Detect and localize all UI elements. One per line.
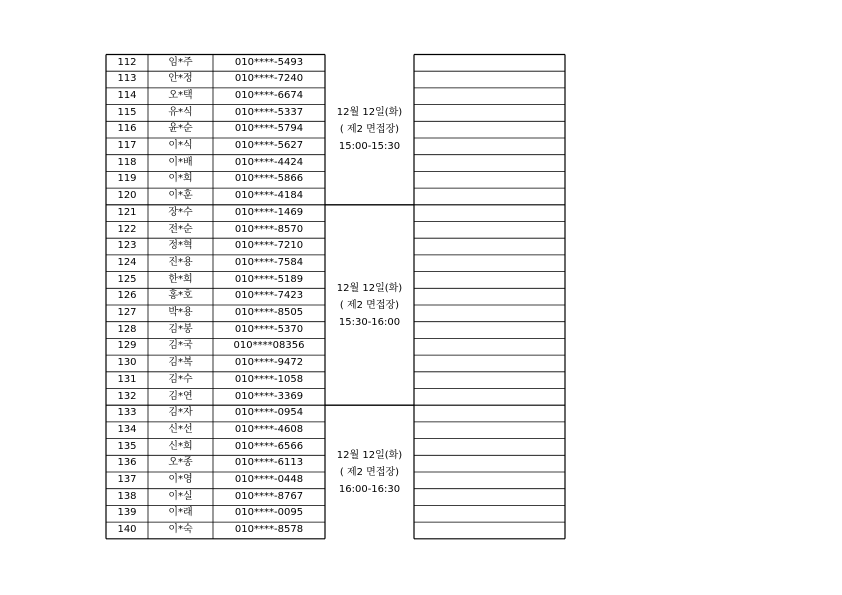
applicant-name: 유*식 — [168, 106, 193, 118]
row-number: 136 — [117, 457, 137, 469]
table-row — [106, 455, 325, 472]
table-row — [106, 389, 325, 406]
table-row — [106, 205, 325, 222]
table-row — [106, 155, 325, 172]
time-slot-label — [325, 104, 414, 155]
applicant-name: 홍*호 — [168, 290, 193, 302]
phone-number: 010****-5794 — [234, 123, 304, 135]
slot-time: 16:00-16:30 — [338, 483, 401, 495]
row-number: 121 — [117, 206, 137, 218]
phone-number: 010****-0954 — [234, 407, 304, 419]
phone-number: 010****-5627 — [234, 140, 304, 151]
table-row — [106, 88, 325, 105]
phone-number: 010****-8505 — [234, 307, 304, 318]
phone-number: 010****-1469 — [234, 206, 304, 218]
table-row — [106, 272, 325, 289]
row-number: 120 — [117, 190, 137, 202]
phone-number: 010****-6566 — [234, 440, 304, 452]
row-number: 123 — [117, 240, 137, 252]
applicant-name: 한*희 — [168, 273, 193, 285]
applicant-name: 이*훈 — [168, 190, 193, 202]
phone-number: 010****-7210 — [234, 240, 304, 252]
slot-room: ( 제2 면접장) — [339, 124, 400, 136]
row-number: 133 — [117, 407, 137, 419]
table-row — [106, 472, 325, 489]
applicant-name: 박*용 — [168, 307, 193, 318]
table-row — [106, 505, 325, 522]
applicant-name: 이*영 — [168, 474, 193, 485]
table-row — [106, 105, 325, 122]
applicant-name: 김*봉 — [168, 323, 193, 335]
row-number: 139 — [117, 507, 137, 519]
applicant-name: 이*숙 — [168, 524, 193, 536]
time-slot-label — [325, 447, 414, 498]
row-number: 131 — [117, 373, 137, 385]
row-number: 115 — [117, 106, 137, 118]
table-row — [106, 372, 325, 389]
table-row — [106, 238, 325, 255]
table-row — [106, 439, 325, 456]
row-number: 135 — [117, 440, 137, 452]
applicant-name: 안*정 — [168, 73, 193, 85]
applicant-name: 김*자 — [168, 407, 193, 419]
phone-number: 010****08356 — [233, 340, 305, 352]
table-row — [106, 188, 325, 205]
row-number: 125 — [117, 273, 137, 285]
table-row — [106, 171, 325, 188]
row-number: 132 — [117, 390, 137, 402]
row-number: 134 — [117, 423, 137, 435]
applicant-name: 김*연 — [168, 390, 193, 402]
phone-number: 010****-1058 — [234, 373, 304, 385]
phone-number: 010****-0095 — [234, 507, 304, 519]
slot-room: ( 제2 면접장) — [339, 466, 400, 478]
table-row — [106, 422, 325, 439]
table-row — [106, 489, 325, 506]
phone-number: 010****-5493 — [234, 56, 304, 68]
phone-number: 010****-7240 — [234, 73, 304, 85]
slot-time: 15:00-15:30 — [338, 141, 401, 153]
slot-room: ( 제2 면접장) — [339, 299, 400, 311]
phone-number: 010****-7423 — [234, 290, 304, 302]
row-number: 130 — [117, 357, 137, 369]
phone-number: 010****-8578 — [234, 524, 304, 536]
applicant-name: 이*래 — [168, 507, 193, 519]
applicant-name: 김*복 — [168, 357, 193, 369]
phone-number: 010****-4608 — [234, 423, 304, 435]
phone-number: 010****-8767 — [234, 490, 304, 502]
applicant-name: 진*용 — [168, 256, 193, 268]
table-row — [106, 55, 325, 72]
phone-number: 010****-6113 — [234, 457, 304, 469]
applicant-name: 김*국 — [168, 340, 193, 352]
row-number: 122 — [117, 223, 137, 235]
slot-date: 12월 12일(화) — [336, 449, 403, 461]
table-row — [106, 138, 325, 155]
table-row — [106, 522, 325, 539]
applicant-name: 이*희 — [168, 173, 193, 185]
row-number: 116 — [117, 123, 137, 135]
row-number: 113 — [117, 73, 137, 85]
phone-number: 010****-5370 — [234, 323, 304, 335]
phone-number: 010****-0448 — [234, 474, 304, 485]
applicant-name: 신*희 — [168, 440, 193, 452]
table-row — [106, 355, 325, 372]
applicant-name: 윤*순 — [168, 123, 193, 135]
table-row — [106, 305, 325, 322]
applicant-name: 신*선 — [168, 423, 193, 435]
table-row — [106, 405, 325, 422]
row-number: 127 — [117, 307, 137, 318]
applicant-name: 오*택 — [168, 89, 193, 101]
phone-number: 010****-9472 — [234, 357, 304, 369]
table-row — [106, 121, 325, 138]
slot-date: 12월 12일(화) — [336, 107, 403, 119]
table-row — [106, 338, 325, 355]
phone-number: 010****-6674 — [234, 89, 304, 101]
row-number: 137 — [117, 474, 137, 485]
row-number: 126 — [117, 290, 137, 302]
row-number: 128 — [117, 323, 137, 335]
applicant-name: 이*실 — [168, 490, 193, 502]
phone-number: 010****-5866 — [234, 173, 304, 185]
time-slot-label — [325, 280, 414, 331]
row-number: 129 — [117, 340, 137, 352]
phone-number: 010****-4184 — [234, 190, 304, 202]
applicant-name: 이*식 — [168, 140, 193, 151]
applicant-name: 임*주 — [168, 56, 193, 68]
phone-number: 010****-8570 — [234, 223, 304, 235]
row-number: 114 — [117, 89, 137, 101]
applicant-name: 장*수 — [168, 206, 193, 218]
row-number: 112 — [117, 56, 137, 68]
applicant-name: 전*순 — [168, 223, 193, 235]
row-number: 118 — [117, 156, 137, 168]
row-number: 138 — [117, 490, 137, 502]
table-row — [106, 322, 325, 339]
table-row — [106, 288, 325, 305]
phone-number: 010****-5337 — [234, 106, 304, 118]
row-number: 124 — [117, 256, 137, 268]
phone-number: 010****-4424 — [234, 156, 304, 168]
row-number: 119 — [117, 173, 137, 185]
table-row — [106, 222, 325, 239]
phone-number: 010****-5189 — [234, 273, 304, 285]
row-number: 140 — [117, 524, 137, 536]
row-number: 117 — [117, 140, 137, 151]
phone-number: 010****-3369 — [234, 390, 304, 402]
phone-number: 010****-7584 — [234, 256, 304, 268]
applicant-name: 이*배 — [168, 156, 193, 168]
table-row — [106, 255, 325, 272]
applicant-name: 오*종 — [168, 457, 193, 469]
table-row — [106, 71, 325, 88]
applicant-name: 정*혁 — [168, 240, 193, 252]
applicant-name: 김*수 — [168, 373, 193, 385]
slot-date: 12월 12일(화) — [336, 282, 403, 294]
slot-time: 15:30-16:00 — [338, 316, 401, 328]
